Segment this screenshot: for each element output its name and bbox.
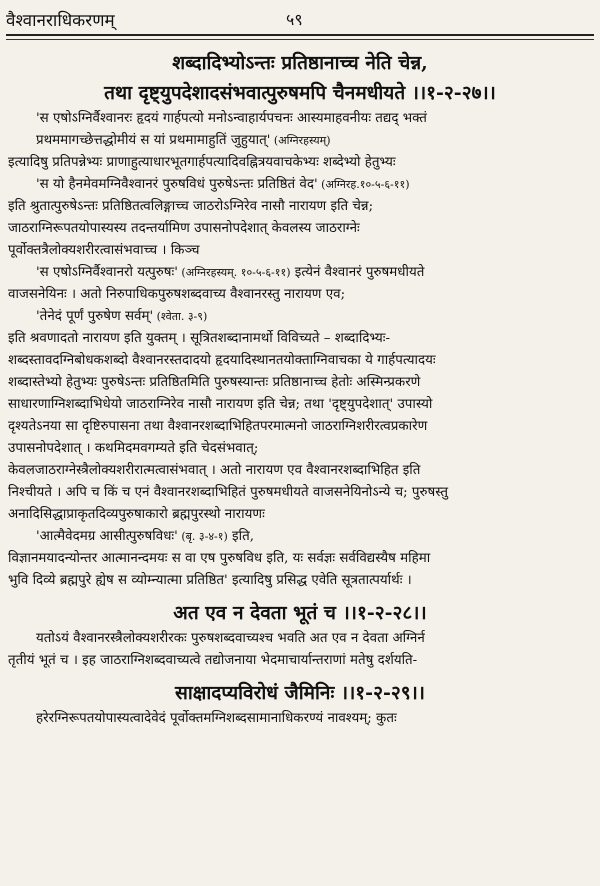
line-text: जाठराग्निरूपतयोपास्यस्य तदन्तर्यामिण उपासनोपदेशात् केवलस्य जाठराग्नेः bbox=[8, 221, 360, 236]
text-line bbox=[8, 628, 592, 650]
source-citation: (अग्निरहस्यम्. १०-५-६-११) bbox=[177, 266, 291, 279]
line-text: तृतीयं भूतं च । इह जाठराग्निशब्दवाच्यत्वे तद्योजनाया भेदमाचार्यान्तराणां मतेषु दर्शयति- bbox=[8, 653, 418, 668]
source-citation: (बृ. ३-४-१) bbox=[177, 530, 228, 543]
text-line bbox=[8, 570, 592, 592]
line-text: केवलजाठराग्नेस्त्रैलोक्यशरीरात्मत्वासंभवात् । अतो नारायण एव वैश्वानरशब्दाभिहित इति bbox=[8, 463, 421, 478]
text-line bbox=[8, 328, 592, 350]
line-text: शब्दास्तेभ्यो हेतुभ्यः पुरुषेऽन्तः प्रतिष्ठितमिति पुरुषस्यान्तः प्रतिष्ठानाच्च हेतोः अस्मिन्प्रकरणे bbox=[8, 375, 421, 390]
page-header bbox=[6, 4, 594, 36]
line-tail-text: इति, bbox=[227, 529, 254, 544]
line-text: साधारणाग्निशब्दाभिधेयो जाठराग्निरेव नासौ नारायण इति चेन्न; तथा 'दृष्ट्युपदेशात्' उपास्यो bbox=[8, 397, 433, 412]
commentary-block-3 bbox=[8, 708, 592, 730]
text-line bbox=[8, 482, 592, 504]
page-number: ५९ bbox=[286, 10, 303, 29]
sutra-2: अत एव न देवता भूतं च ।।१-२-२८।। bbox=[173, 602, 427, 624]
text-line bbox=[8, 284, 592, 306]
line-text: अनादिसिद्धाप्राकृतदिव्यपुरुषाकारो ब्रह्मपुरस्थो नारायणः bbox=[8, 507, 265, 522]
text-line bbox=[8, 394, 592, 416]
text-line bbox=[8, 196, 592, 218]
commentary-block-2 bbox=[8, 628, 592, 672]
line-text: 'तेनेदं पूर्णं पुरुषेण सर्वम्' bbox=[36, 309, 154, 324]
text-line bbox=[8, 526, 592, 548]
line-text: हरेरग्निरूपतयोपास्यत्वादेवेदं पूर्वोक्तमग्निशब्दसामानाधिकरण्यं नावश्यम्; कुतः bbox=[36, 711, 397, 726]
text-line bbox=[8, 438, 592, 460]
text-line bbox=[8, 174, 592, 196]
text-line bbox=[8, 548, 592, 570]
source-citation: (अग्निरहस्यम्) bbox=[270, 134, 331, 147]
text-line bbox=[8, 218, 592, 240]
line-text: वाजसनेयिनः । अतो निरुपाधिकपुरुषशब्दवाच्य वैश्वानरस्तु नारायण एव; bbox=[8, 287, 346, 302]
line-text: इत्यादिषु प्रतिपन्नेभ्यः प्राणाहुत्याधारभूतगार्हपत्यादिवह्नित्रयवाचकेभ्यः शब्देभ्यो हेतुभ्यः bbox=[8, 155, 396, 170]
line-text: पूर्वोक्तत्रैलोक्यशरीरत्वासंभवाच्च । किञ्च bbox=[8, 243, 200, 258]
line-text: उपासनोपदेशात् । कथमिदमवगम्यते इति चेदसंभवात्; bbox=[8, 441, 259, 456]
line-text: निश्चीयते । अपि च किं च एनं वैश्वानरशब्दाभिहितं पुरुषमधीयते वाजसनेयिनोऽन्ये च; पुरुषस्तु bbox=[8, 485, 449, 500]
section-title: वैश्वानराधिकरणम् bbox=[6, 11, 115, 31]
text-line bbox=[8, 372, 592, 394]
line-text: यतोऽयं वैश्वानरस्त्रैलोक्यशरीरकः पुरुषशब्दवाच्यश्च भवति अत एव न देवता अग्निर्न bbox=[36, 631, 425, 646]
header-rule bbox=[6, 39, 594, 40]
sutra-3: साक्षादप्यविरोधं जैमिनिः ।।१-२-२९।। bbox=[174, 682, 425, 704]
sutra-1-line-1: शब्दादिभ्योऽन्तः प्रतिष्ठानाच्च नेति चेन्न, bbox=[172, 52, 428, 74]
commentary-block-1 bbox=[8, 108, 592, 592]
text-line bbox=[8, 504, 592, 526]
text-line bbox=[8, 262, 592, 284]
text-line bbox=[8, 460, 592, 482]
line-text: विज्ञानमयादन्योन्तर आत्मानन्दमयः स वा एष पुरुषविध इति, यः सर्वज्ञः सर्वविद्यस्यैष महिमा bbox=[8, 551, 431, 566]
line-text: प्रथममागच्छेत्तद्धोमीयं स यां प्रथमामाहुतिं जुहुयात्' bbox=[36, 133, 271, 148]
text-line bbox=[8, 152, 592, 174]
page-body bbox=[8, 48, 592, 730]
line-text: 'स एषोऽग्निर्वैश्वानरः हृदयं गार्हपत्यो मनोऽन्वाहार्यपचनः आस्यमाहवनीयः तद्यद् भक्तं bbox=[36, 111, 427, 126]
line-text: शब्दस्तावदग्निबोधकशब्दो वैश्वानरस्तदादयो हृदयादिस्थानतयोक्ताग्निवाचका ये गार्हपत्यादयः bbox=[8, 353, 436, 368]
line-text: दृश्यतेऽनया सा दृष्टिरुपासना तथा वैश्वानरशब्दाभिहितपरमात्मनो जाठराग्निशरीरत्वप्रकारेण bbox=[8, 419, 428, 434]
text-line bbox=[8, 416, 592, 438]
text-line bbox=[8, 130, 592, 152]
line-text: भुवि दिव्ये ब्रह्मपुरे ह्येष स व्योम्न्यात्मा प्रतिष्ठित' इत्यादिषु प्रसिद्ध एवेति सूत्रतात्पर्यार्थः । bbox=[8, 573, 412, 588]
line-text: 'आत्मैवेदमग्र आसीत्पुरुषविधः' bbox=[36, 529, 178, 544]
sutra-1-line-2: तथा दृष्ट्युपदेशादसंभवात्पुरुषमपि चैनमधीयते ।।१-२-२७।। bbox=[104, 82, 496, 104]
text-line bbox=[8, 350, 592, 372]
text-line bbox=[8, 708, 592, 730]
text-line bbox=[8, 240, 592, 262]
text-line bbox=[8, 306, 592, 328]
line-text: 'स एषोऽग्निर्वैश्वानरो यत्पुरुषः' bbox=[36, 265, 178, 280]
line-text: 'स यो हैनमेवमग्निवैश्वानरं पुरुषविधं पुरुषेऽन्तः प्रतिष्ठितं वेद' bbox=[36, 177, 318, 192]
text-line bbox=[8, 650, 592, 672]
text-line bbox=[8, 108, 592, 130]
source-citation: (अग्निरह.१०-५-६-११) bbox=[317, 178, 410, 191]
source-citation: (श्वेता. ३-९) bbox=[153, 310, 208, 323]
line-text: इति श्रुतात्पुरुषेऽन्तः प्रतिष्ठितत्वलिङ्गाच्च जाठरोऽग्निरेव नासौ नारायण इति चेन्न; bbox=[8, 199, 374, 214]
line-tail-text: इत्येनं वैश्वानरं पुरुषमधीयते bbox=[290, 265, 425, 280]
line-text: इति श्रवणादतो नारायण इति युक्तम् । सूत्रितशब्दानामर्थो विविच्यते – शब्दादिभ्यः- bbox=[8, 331, 391, 346]
